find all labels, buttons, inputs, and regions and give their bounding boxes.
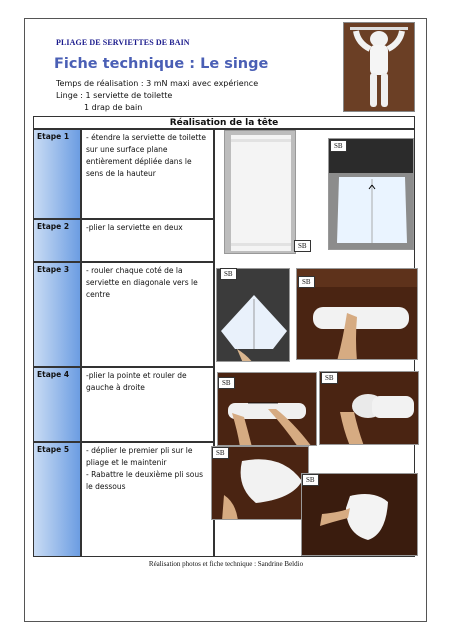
monkey-photo bbox=[343, 22, 415, 112]
step-5-label: Etape 5 bbox=[37, 445, 70, 454]
photo-tag: SB bbox=[220, 268, 237, 280]
step-2-text: -plier la serviette en deux bbox=[86, 223, 183, 232]
photo-towel-flat bbox=[224, 130, 296, 254]
photo-tag: SB bbox=[294, 240, 311, 252]
photo-tag: SB bbox=[321, 372, 338, 384]
step-5-cell bbox=[33, 442, 81, 557]
step-4-text: -plier la pointe et rouler de gauche à droite bbox=[86, 371, 187, 392]
step-3-desc-cell bbox=[81, 262, 214, 367]
photo-towel-folded bbox=[328, 138, 414, 250]
step-2-cell bbox=[33, 219, 81, 262]
photo-tag: SB bbox=[302, 474, 319, 486]
photo-tag: SB bbox=[298, 276, 315, 288]
linen-info: Linge : 1 serviette de toilette bbox=[56, 91, 173, 100]
step-1-label: Etape 1 bbox=[37, 132, 70, 141]
step-3-text: - rouler chaque coté de la serviette en diagonale vers le centre bbox=[86, 266, 198, 299]
step-3-cell bbox=[33, 262, 81, 367]
step-1-cell bbox=[33, 129, 81, 219]
step-4-desc-cell bbox=[81, 367, 214, 442]
step-1-desc-cell bbox=[81, 129, 214, 219]
step-5-text: - déplier le premier pli sur le pliage et le maintenir - Rabattre le deuxième pli sous le dessous bbox=[86, 446, 204, 491]
photo-tag: SB bbox=[218, 377, 235, 389]
footer-credits: Réalisation photos et fiche technique : Sandrine Beldio bbox=[148, 560, 304, 568]
step-2-label: Etape 2 bbox=[37, 222, 70, 231]
photo-towel-diagonal bbox=[216, 268, 290, 362]
step-3-label: Etape 3 bbox=[37, 265, 70, 274]
step-1-text: - étendre la serviette de toilette sur une surface plane entièrement dépliée dans le sens de la hauteur bbox=[86, 133, 206, 178]
step-4-label: Etape 4 bbox=[37, 370, 70, 379]
page-title: Fiche technique : Le singe bbox=[54, 56, 269, 72]
step-4-cell bbox=[33, 367, 81, 442]
section-title: Réalisation de la tête bbox=[33, 116, 415, 129]
header-label: PLIAGE DE SERVIETTES DE BAIN bbox=[56, 38, 190, 47]
step-5-desc-cell bbox=[81, 442, 214, 557]
linen-info-2: 1 drap de bain bbox=[84, 103, 143, 112]
time-info: Temps de réalisation : 3 mN maxi avec expérience bbox=[56, 79, 259, 88]
step-2-desc-cell bbox=[81, 219, 214, 262]
photo-tag: SB bbox=[330, 140, 347, 152]
photo-tag: SB bbox=[212, 447, 229, 459]
